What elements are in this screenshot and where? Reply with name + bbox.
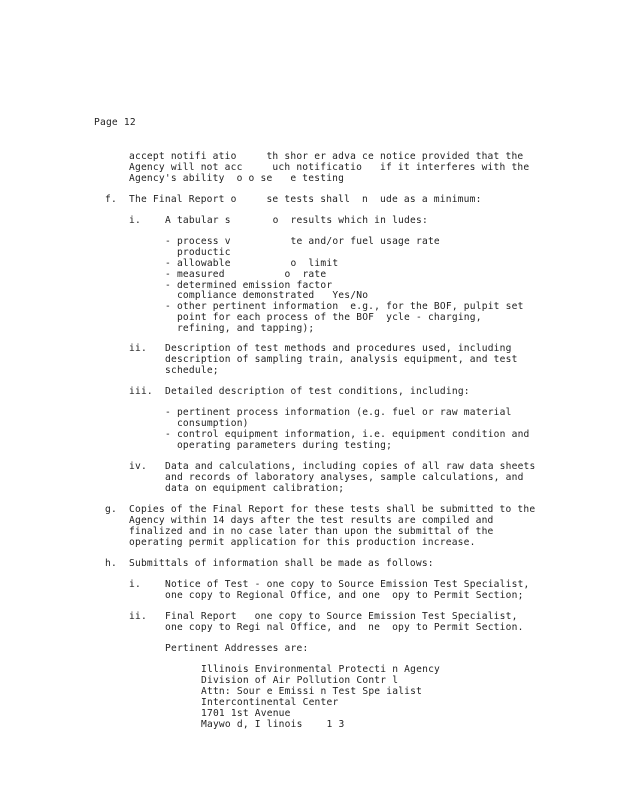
item-text: and records of laboratory analyses, sample calculations, and: [165, 472, 524, 483]
bullet-line: - measured o rate: [165, 269, 327, 280]
section-heading: Submittals of information shall be made as follows:: [129, 558, 434, 569]
bullet-line: consumption): [165, 418, 249, 429]
bullet-line: refining, and tapping);: [165, 323, 315, 334]
section-text: finalized and in no case later than upon the submittal of the: [129, 526, 494, 537]
address-line: Illinois Environmental Protecti n Agency: [201, 664, 441, 675]
intro-line: accept notifi atio th shor er adva ce notice provided that the: [129, 151, 524, 162]
intro-line: Agency will not acc uch notificatio if it interferes with the: [129, 162, 530, 173]
section-letter: h.: [105, 558, 117, 569]
bullet-line: - pertinent process information (e.g. fuel or raw material: [165, 407, 512, 418]
address-line: Maywo d, I linois 1 3: [201, 719, 345, 730]
bullet-line: - other pertinent information e.g., for the BOF, pulpit set: [165, 301, 524, 312]
address-line: Division of Air Pollution Contr l: [201, 675, 399, 686]
item-text: one copy to Regional Office, and one opy to Permit Section;: [165, 590, 524, 601]
bullet-line: operating parameters during testing;: [165, 440, 393, 451]
address-line: Intercontinental Center: [201, 697, 339, 708]
item-text: description of sampling train, analysis equipment, and test: [165, 354, 518, 365]
item-text: Notice of Test - one copy to Source Emission Test Specialist,: [165, 579, 530, 590]
item-number: iv.: [129, 461, 147, 472]
item-number: i.: [129, 579, 141, 590]
section-heading: The Final Report o se tests shall n ude as a minimum:: [129, 194, 482, 205]
bullet-line: point for each process of the BOF ycle - charging,: [165, 312, 482, 323]
bullet-line: compliance demonstrated Yes/No: [165, 290, 369, 301]
section-text: operating permit application for this production increase.: [129, 537, 476, 548]
section-letter: f.: [105, 194, 117, 205]
item-text: schedule;: [165, 365, 219, 376]
addresses-label: Pertinent Addresses are:: [165, 643, 309, 654]
item-text: Final Report one copy to Source Emission Test Specialist,: [165, 611, 518, 622]
section-text: Copies of the Final Report for these tests shall be submitted to the: [129, 504, 536, 515]
item-text: Description of test methods and procedures used, including: [165, 343, 512, 354]
item-text: Detailed description of test conditions, including:: [165, 386, 470, 397]
item-number: ii.: [129, 343, 147, 354]
item-text: A tabular s o results which in ludes:: [165, 215, 428, 226]
bullet-line: - process v te and/or fuel usage rate: [165, 236, 440, 247]
section-text: Agency within 14 days after the test results are compiled and: [129, 515, 494, 526]
bullet-line: - control equipment information, i.e. equipment condition and: [165, 429, 530, 440]
address-line: 1701 1st Avenue: [201, 708, 291, 719]
item-text: one copy to Regi nal Office, and ne opy to Permit Section.: [165, 622, 524, 633]
bullet-line: - determined emission factor: [165, 280, 333, 291]
bullet-line: - allowable o limit: [165, 258, 339, 269]
intro-line: Agency's ability o o se e testing: [129, 173, 345, 184]
item-number: i.: [129, 215, 141, 226]
item-number: iii.: [129, 386, 153, 397]
address-line: Attn: Sour e Emissi n Test Spe ialist: [201, 686, 423, 697]
section-letter: g.: [105, 504, 117, 515]
bullet-line: productic: [165, 247, 231, 258]
item-number: ii.: [129, 611, 147, 622]
item-text: Data and calculations, including copies of all raw data sheets: [165, 461, 536, 472]
page-label: Page 12: [94, 117, 136, 128]
item-text: data on equipment calibration;: [165, 483, 345, 494]
